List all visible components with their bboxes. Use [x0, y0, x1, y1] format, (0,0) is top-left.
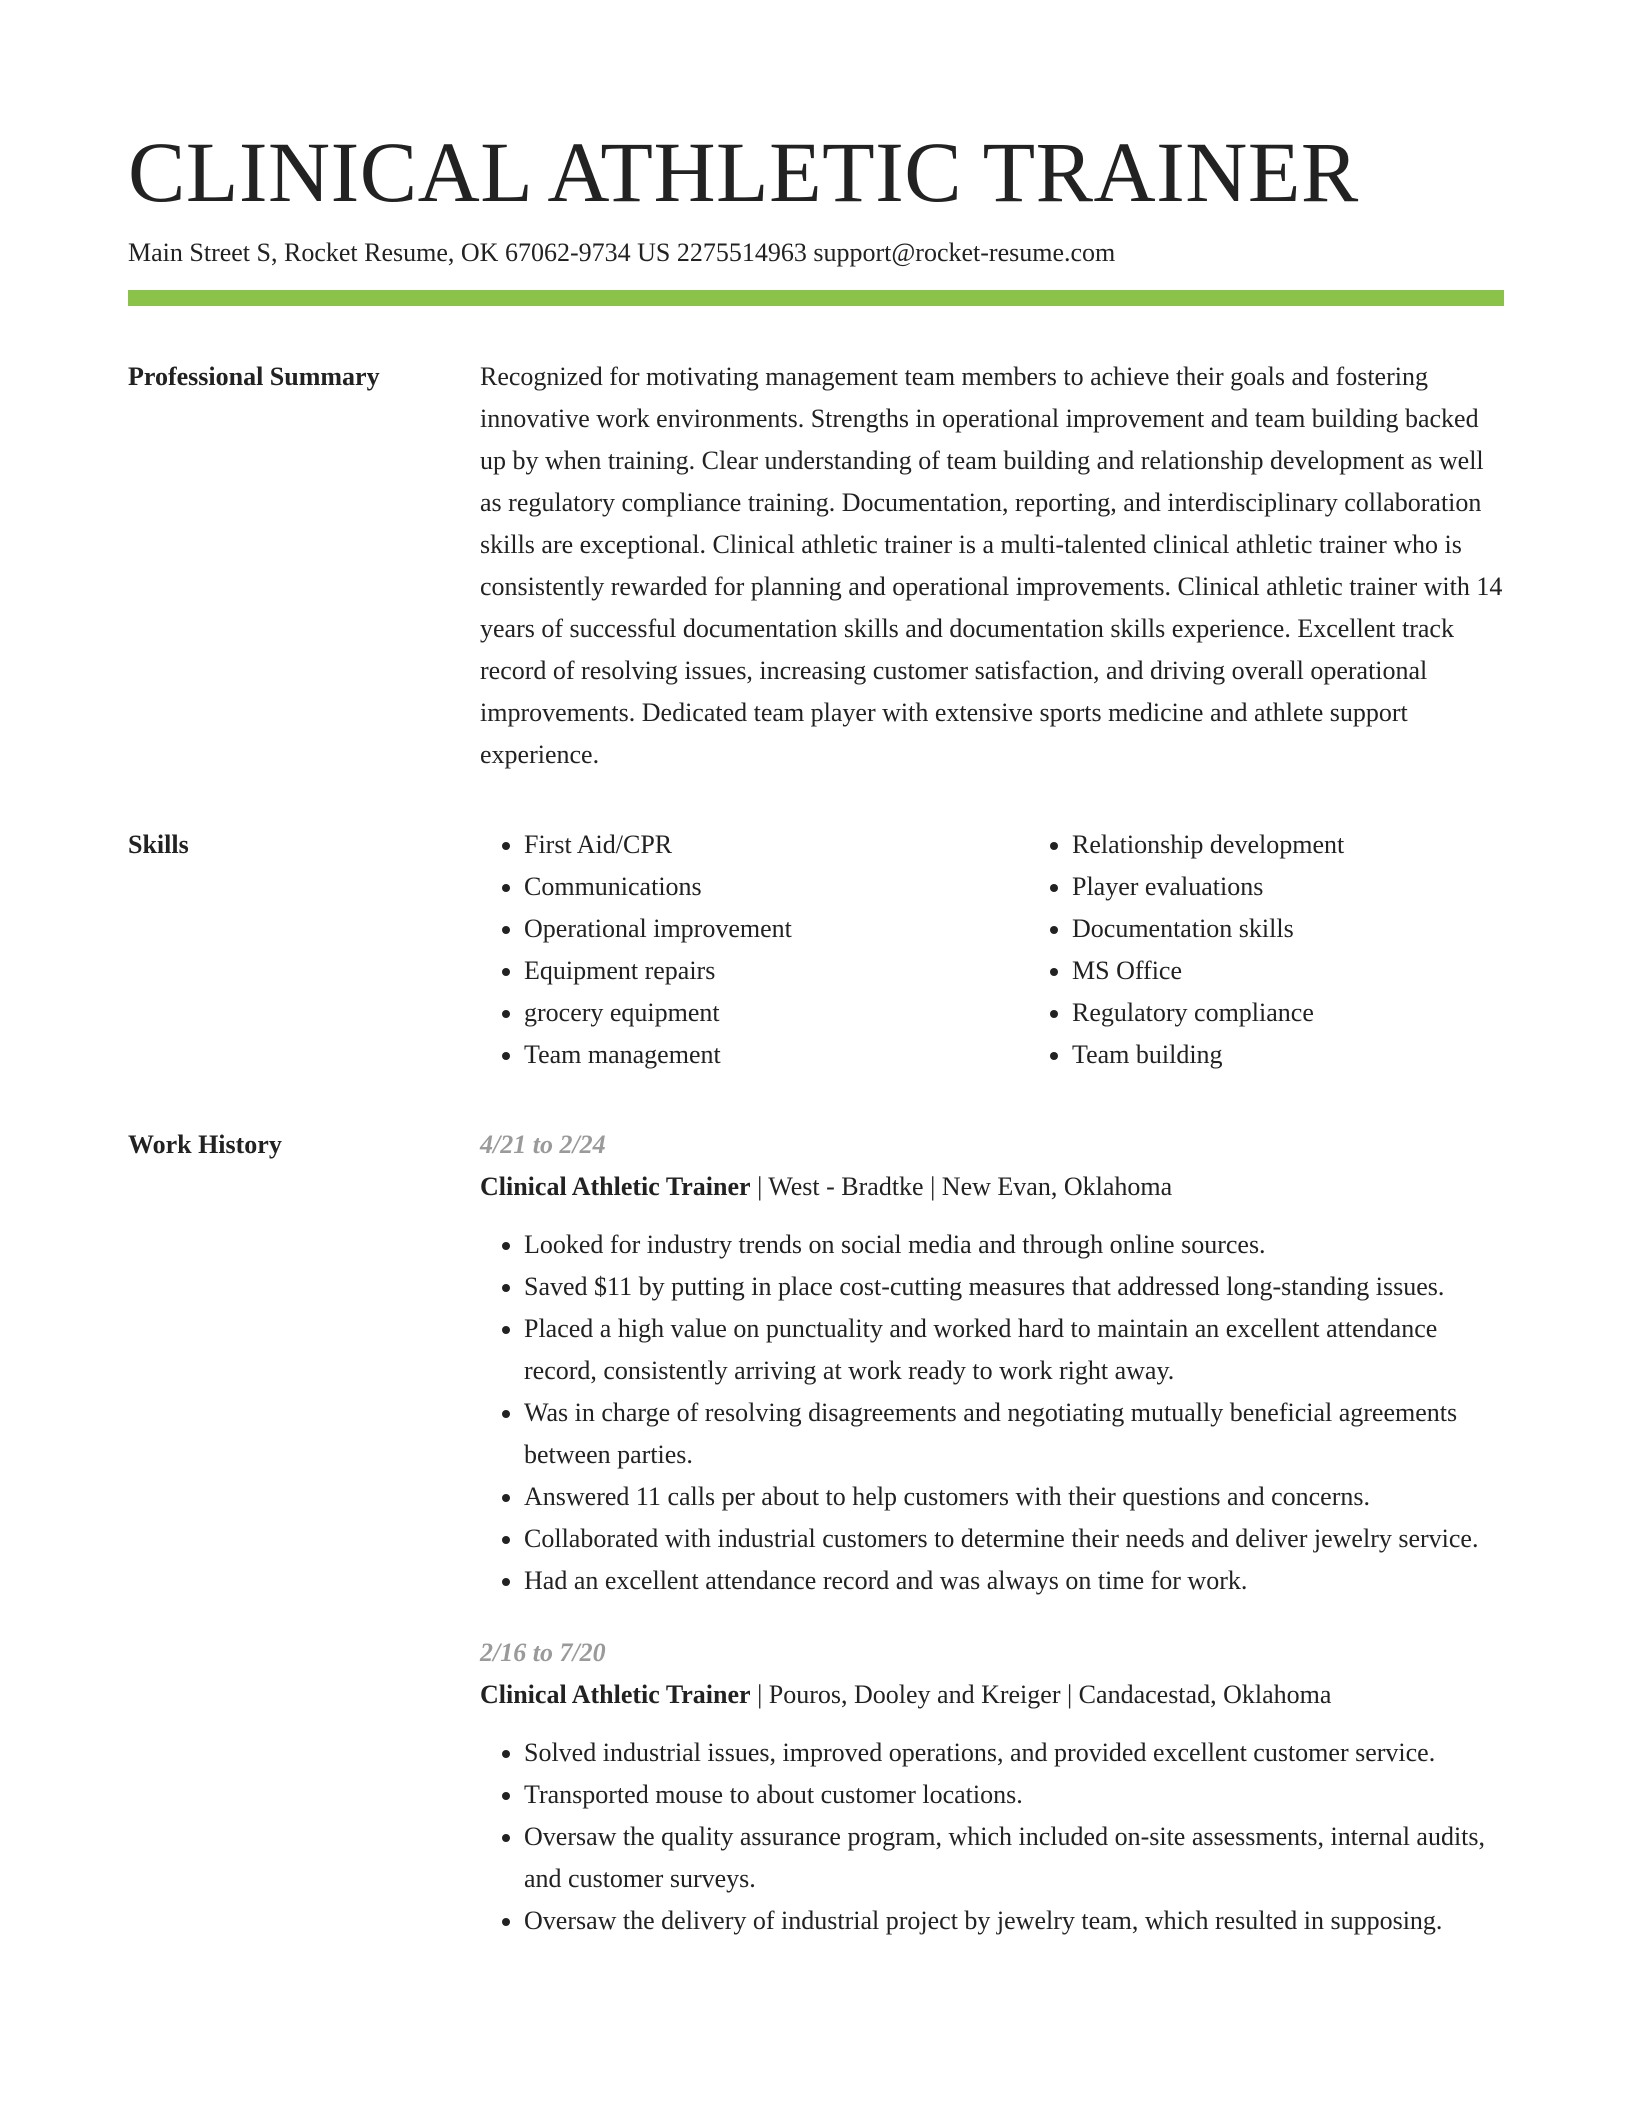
- skill-item: • Team building: [1072, 1034, 1576, 1076]
- job-bullet: • Collaborated with industrial customers to determine their needs and deliver jewelry service.: [524, 1518, 1504, 1560]
- job-bullet: • Looked for industry trends on social media and through online sources.: [524, 1224, 1504, 1266]
- header-divider: [128, 290, 1504, 306]
- job-bullet: • Saved $11 by putting in place cost-cutting measures that addressed long-standing issues.: [524, 1266, 1504, 1308]
- job-header: [480, 1674, 1504, 1716]
- job-header: [480, 1166, 1504, 1208]
- skills-section: [128, 824, 1504, 1076]
- skill-item: • Team management: [524, 1034, 1028, 1076]
- job-bullet: • Answered 11 calls per about to help customers with their questions and concerns.: [524, 1476, 1504, 1518]
- skill-item: • Documentation skills: [1072, 908, 1576, 950]
- job-entry: [480, 1632, 1504, 1942]
- job-bullet: • Had an excellent attendance record and was always on time for work.: [524, 1560, 1504, 1602]
- skill-item: • Player evaluations: [1072, 866, 1576, 908]
- skill-item: • MS Office: [1072, 950, 1576, 992]
- section-title-skills: Skills: [128, 830, 189, 859]
- work-history-section: [128, 1124, 1504, 1972]
- job-bullets: [480, 1732, 1504, 1942]
- summary-text: Recognized for motivating management team members to achieve their goals and fostering innovative work environments. Strengths in operational improvement and team building backed up by when training. Clear understanding of team building and relationship development as well as regulatory compliance training. Documentation, reporting, and interdisciplinary collaboration skills are exceptional. Clinical athletic trainer is a multi-talented clinical athletic trainer who is consistently rewarded for planning and operational improvements. Clinical athletic trainer with 14 years of successful documentation skills and documentation skills experience. Excellent track record of resolving issues, increasing customer satisfaction, and driving overall operational improvements. Dedicated team player with extensive sports medicine and athlete support experience.: [480, 362, 1503, 769]
- job-bullet: • Was in charge of resolving disagreements and negotiating mutually beneficial agreements between parties.: [524, 1392, 1504, 1476]
- summary-section: [128, 356, 1504, 776]
- job-title: Clinical Athletic Trainer: [480, 1172, 751, 1201]
- job-employer-location: | Pouros, Dooley and Kreiger | Candacestad, Oklahoma: [750, 1680, 1332, 1709]
- resume-name-heading: CLINICAL ATHLETIC TRAINER: [128, 124, 1359, 220]
- skills-grid: [480, 824, 1576, 1076]
- job-title: Clinical Athletic Trainer: [480, 1680, 751, 1709]
- skill-item: • Operational improvement: [524, 908, 1028, 950]
- skill-item: • First Aid/CPR: [524, 824, 1028, 866]
- section-title-summary: Professional Summary: [128, 362, 380, 391]
- job-bullet: • Placed a high value on punctuality and worked hard to maintain an excellent attendance record, consistently arriving at work ready to work right away.: [524, 1308, 1504, 1392]
- skills-column-left: [480, 824, 1028, 1076]
- skill-item: • Relationship development: [1072, 824, 1576, 866]
- skill-item: • Equipment repairs: [524, 950, 1028, 992]
- resume-page: [128, 0, 1504, 1972]
- skills-column-right: [1028, 824, 1576, 1076]
- job-bullet: • Oversaw the quality assurance program, which included on-site assessments, internal audits, and customer surveys.: [524, 1816, 1504, 1900]
- job-dates: 2/16 to 7/20: [480, 1638, 606, 1667]
- section-title-work-history: Work History: [128, 1130, 282, 1159]
- summary-body: [480, 356, 1504, 776]
- work-history-body: [480, 1124, 1504, 1972]
- contact-info: Main Street S, Rocket Resume, OK 67062-9734 US 2275514963 support@rocket-resume.com: [128, 238, 1116, 267]
- job-entry: [480, 1124, 1504, 1602]
- job-dates: 4/21 to 2/24: [480, 1130, 606, 1159]
- job-bullets: [480, 1224, 1504, 1602]
- job-bullet: • Oversaw the delivery of industrial project by jewelry team, which resulted in supposing.: [524, 1900, 1504, 1942]
- job-employer-location: | West - Bradtke | New Evan, Oklahoma: [750, 1172, 1173, 1201]
- job-bullet: • Transported mouse to about customer locations.: [524, 1774, 1504, 1816]
- skill-item: • Regulatory compliance: [1072, 992, 1576, 1034]
- skill-item: • grocery equipment: [524, 992, 1028, 1034]
- skill-item: • Communications: [524, 866, 1028, 908]
- skills-body: [480, 824, 1576, 1076]
- job-bullet: • Solved industrial issues, improved operations, and provided excellent customer service.: [524, 1732, 1504, 1774]
